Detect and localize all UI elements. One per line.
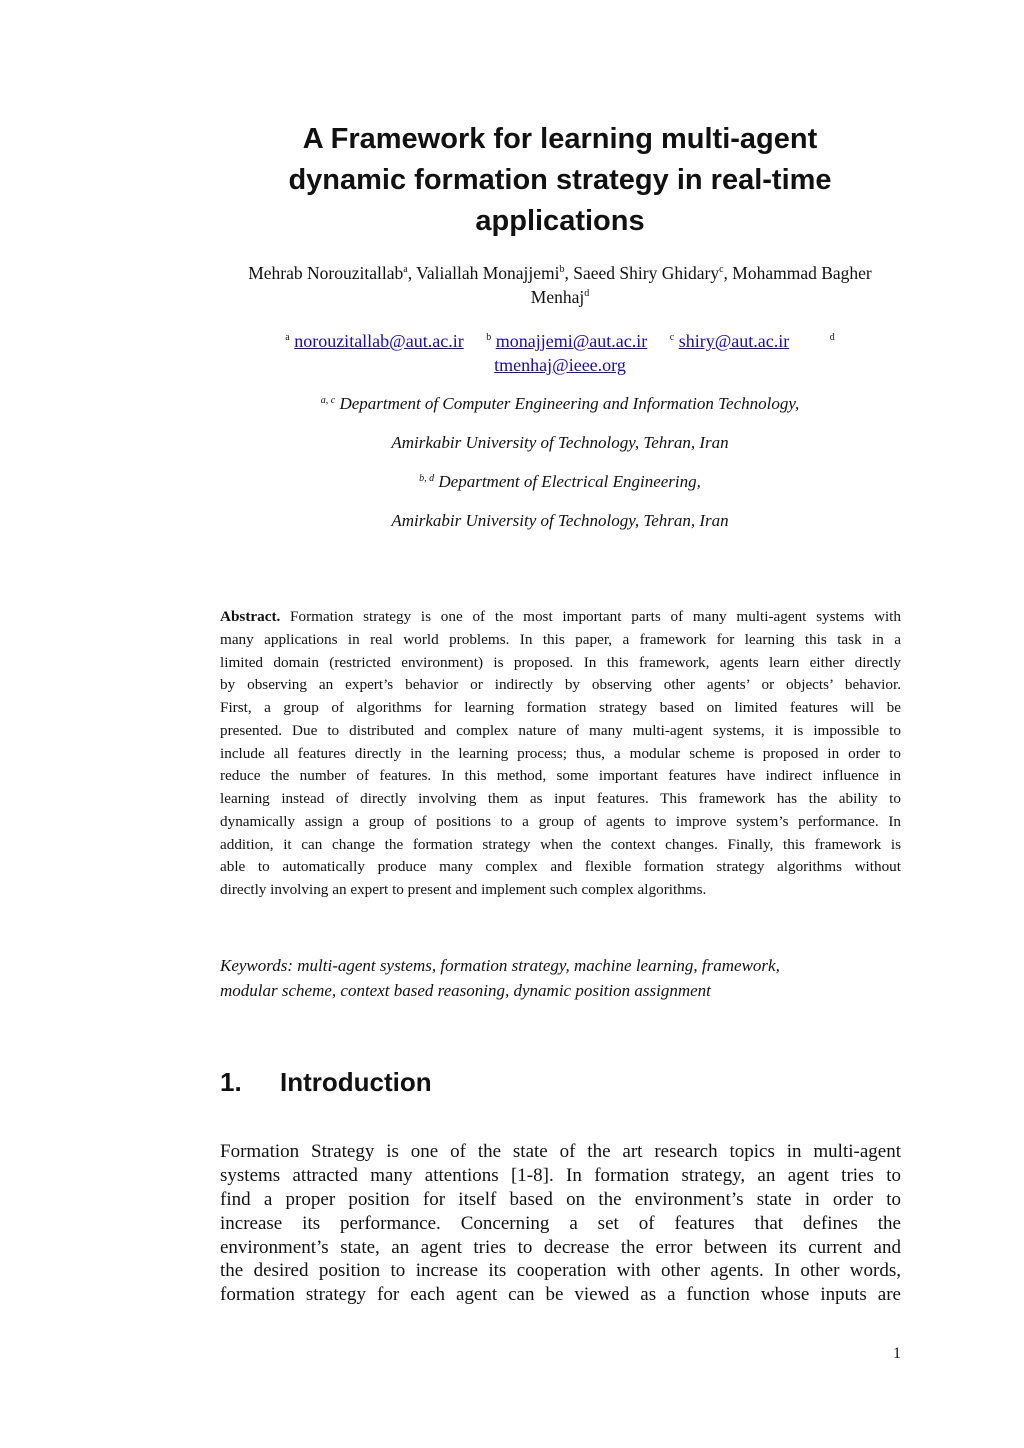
author-name: , Valiallah Monajjemi [407,263,560,283]
abstract-line: limited domain (restricted environment) is proposed. In this framework, agents learn either directly [220,653,901,671]
intro-line: formation strategy for each agent can be viewed as a function whose inputs are [220,1284,901,1306]
author-name: Mehrab Norouzitallab [248,263,404,283]
intro-line: the desired position to increase its cooperation with other agents. In other words, [220,1260,901,1282]
abstract-line [220,606,901,629]
intro-line: find a proper position for itself based on the environment’s state in order to [220,1188,901,1210]
intro-line: increase its performance. Concerning a set of features that defines the [220,1212,901,1234]
email-link[interactable]: monajjemi@aut.ac.ir [495,331,648,351]
abstract-line: many applications in real world problems. In this paper, a framework for learning this task in a [220,630,901,648]
section-heading [220,1064,432,1100]
intro-line: environment’s state, an agent tries to decrease the error between its current and [220,1236,901,1258]
abstract-line: include all features directly in the learning process; thus, a modular scheme is proposed in order to [220,744,901,762]
affiliation-dept [200,393,920,415]
affiliation-text: Department of Computer Engineering and Information Technology, [339,394,800,413]
affiliation-univ: Amirkabir University of Technology, Tehran, Iran [391,511,729,530]
paper-title [200,119,920,242]
email-mark: b [486,332,492,343]
affiliation-univ: Amirkabir University of Technology, Tehran, Iran [391,433,729,452]
abstract [220,606,901,902]
author-list [200,261,920,309]
author-mark: d [584,288,590,299]
intro-line: systems attracted many attentions [1-8]. In formation strategy, an agent tries to [220,1164,901,1186]
section-title: Introduction [280,1067,432,1097]
abstract-line: addition, it can change the formation strategy when the context changes. Finally, this framework is [220,835,901,853]
abstract-line: able to automatically produce many complex and flexible formation strategy algorithms without [220,858,901,876]
email-link[interactable]: norouzitallab@aut.ac.ir [294,331,464,351]
keywords-line: modular scheme, context based reasoning, dynamic position assignment [220,981,711,1000]
intro-paragraph [220,1140,901,1307]
email-link[interactable]: tmenhaj@ieee.org [494,355,626,375]
page-number: 1 [893,1345,901,1362]
abstract-line: learning instead of directly involving them as input features. This framework has the ability to [220,790,901,807]
email-link[interactable]: shiry@aut.ac.ir [678,331,790,351]
title-line: applications [475,205,645,237]
abstract-text: Formation strategy is one of the most important parts of many multi-agent systems with [280,608,901,625]
author-mark: c [719,264,724,275]
author-mark: a [403,264,408,275]
email-mark: c [669,332,675,343]
abstract-line: directly involving an expert to present and implement such complex algorithms. [220,881,707,898]
abstract-line: reduce the number of features. In this method, some important features have indirect influence in [220,767,901,785]
affiliation-mark: b, d [419,473,435,484]
abstract-line: First, a group of algorithms for learning formation strategy based on limited features will be [220,699,901,716]
author-name: Menhaj [530,287,585,307]
email-mark: a [285,332,290,343]
affiliation-dept [200,471,920,493]
abstract-line: dynamically assign a group of positions to a group of agents to improve system’s performance. In [220,812,901,830]
abstract-line: by observing an expert’s behavior or indirectly by observing other agents’ or objects’ behavior. [220,676,901,694]
title-line: A Framework for learning multi-agent [302,123,818,155]
author-mark: b [559,264,565,275]
affiliation-text: Department of Electrical Engineering, [438,472,701,491]
email-mark: d [829,332,835,343]
author-name: , Mohammad Bagher [723,263,872,283]
title-line: dynamic formation strategy in real-time [288,164,832,196]
intro-line: Formation Strategy is one of the state of the art research topics in multi-agent [220,1141,901,1162]
abstract-label: Abstract. [220,608,281,625]
keywords [220,953,920,1003]
author-name: , Saeed Shiry Ghidary [564,263,720,283]
abstract-line: presented. Due to distributed and complex nature of many multi-agent systems, it is impossible to [220,721,901,739]
affiliation-mark: a, c [320,395,336,406]
section-number: 1. [220,1067,242,1097]
keywords-line: Keywords: multi-agent systems, formation strategy, machine learning, framework, [220,956,780,975]
author-emails [200,329,920,377]
